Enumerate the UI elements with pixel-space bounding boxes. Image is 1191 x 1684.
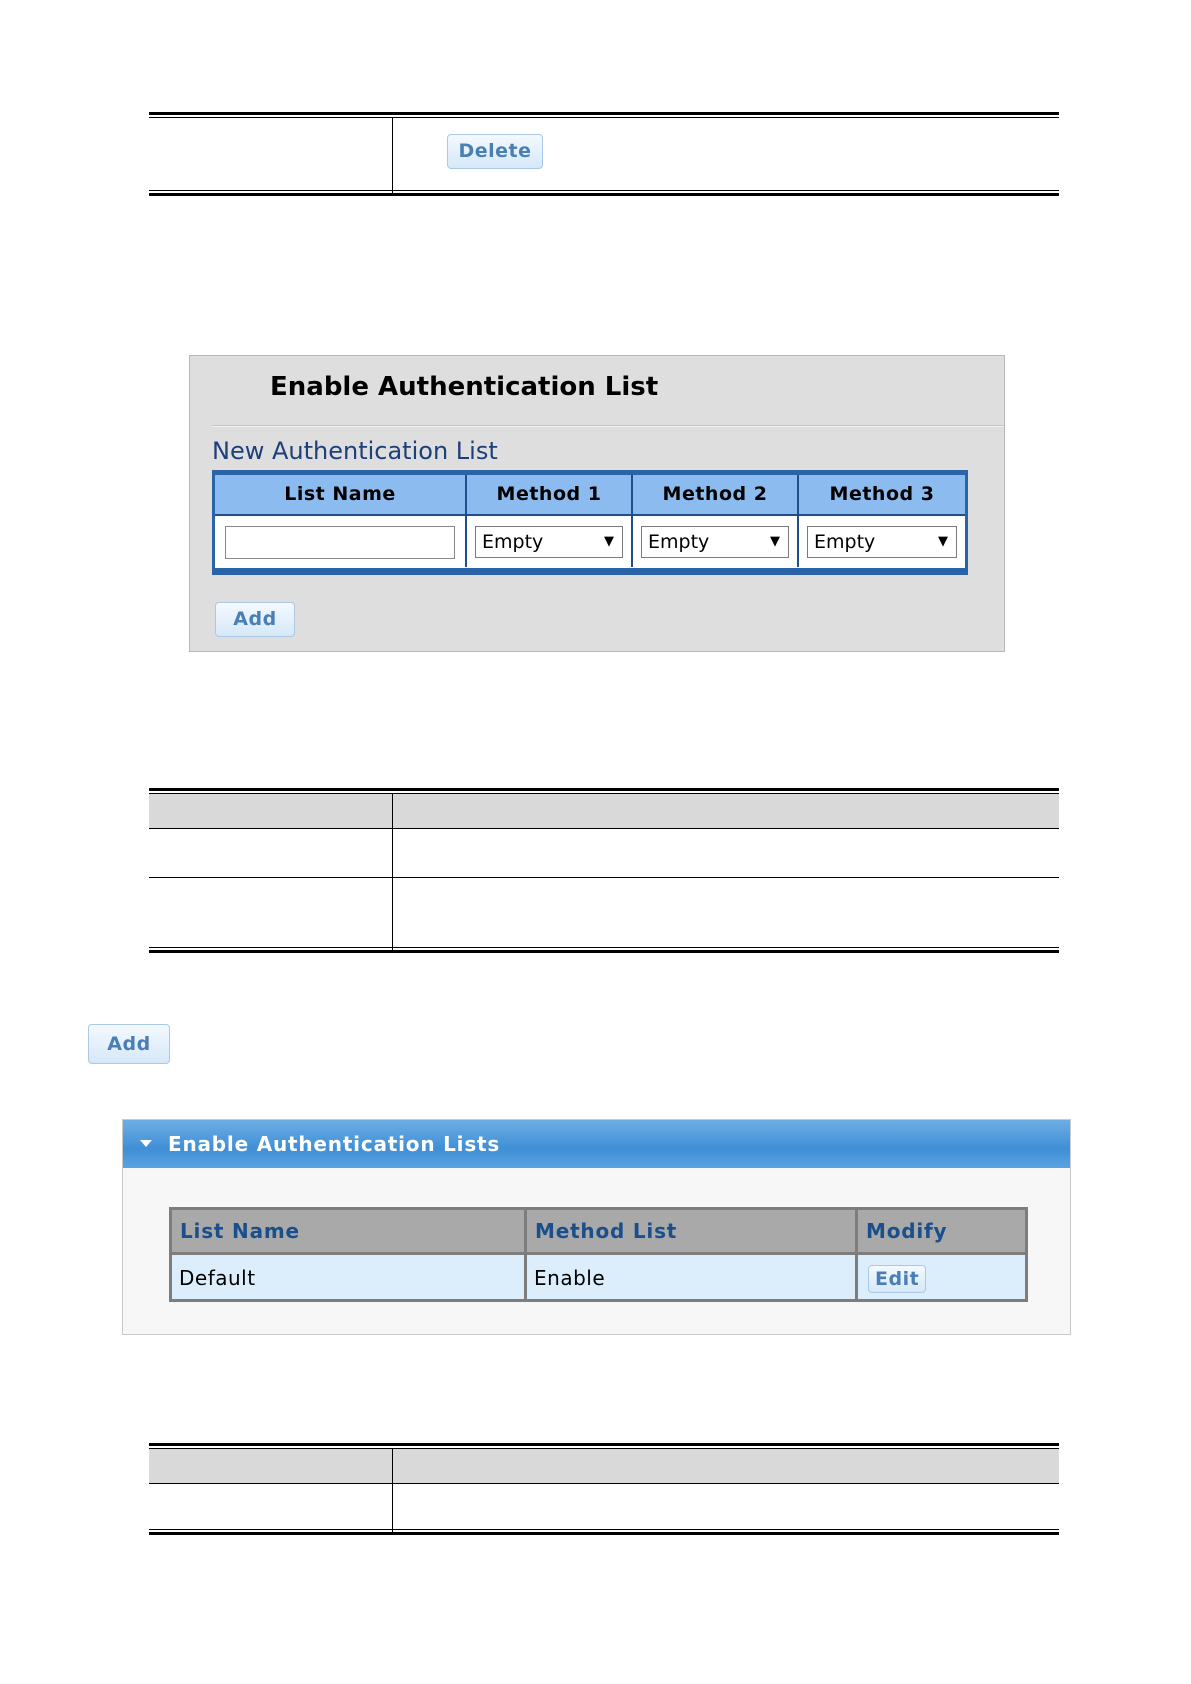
- table-row-method-list: Enable: [527, 1252, 858, 1299]
- cell-method-1: [467, 514, 633, 567]
- col-header-list-name: List Name: [172, 1210, 527, 1252]
- panel-title: Enable Authentication List: [270, 372, 659, 402]
- method-1-value: Empty: [482, 531, 544, 553]
- bottom-table-bottom-rule: [149, 1529, 1059, 1535]
- method-3-select[interactable]: [807, 526, 957, 558]
- delete-button[interactable]: Delete: [447, 134, 543, 169]
- edit-button[interactable]: Edit: [868, 1265, 926, 1293]
- cell-list-name: [215, 514, 467, 567]
- top-table-bottom-rule: [149, 190, 1059, 196]
- top-table-top-rule: [149, 112, 1059, 118]
- method-2-value: Empty: [648, 531, 710, 553]
- panel-header[interactable]: [123, 1120, 1070, 1168]
- table-row-list-name: Default: [172, 1252, 527, 1299]
- panel-separator: [212, 425, 1004, 427]
- dropdown-arrow-icon: ▼: [770, 534, 780, 549]
- col-header-method-3: Method 3: [799, 475, 965, 514]
- top-table-divider: [392, 118, 393, 194]
- mid-table-header-rule: [149, 828, 1059, 829]
- method-1-select[interactable]: [475, 526, 623, 558]
- col-header-method-1: Method 1: [467, 475, 633, 514]
- bottom-table-header: [149, 1449, 1059, 1483]
- cell-method-2: [633, 514, 799, 567]
- cell-method-3: [799, 514, 965, 567]
- add-button[interactable]: Add: [88, 1024, 170, 1064]
- mid-table-header: [149, 794, 1059, 828]
- table-row-modify: [858, 1252, 1025, 1299]
- dropdown-arrow-icon: ▼: [604, 534, 614, 549]
- mid-table-row-rule: [149, 877, 1059, 878]
- col-header-modify: Modify: [858, 1210, 1025, 1252]
- method-2-select[interactable]: [641, 526, 789, 558]
- col-header-list-name: List Name: [215, 475, 467, 514]
- panel-subtitle: New Authentication List: [212, 437, 498, 465]
- collapse-triangle-icon[interactable]: [140, 1140, 152, 1147]
- col-header-method-list: Method List: [527, 1210, 858, 1252]
- new-auth-list-table: [212, 470, 968, 575]
- panel-add-button[interactable]: Add: [215, 602, 295, 637]
- bottom-table-divider: [392, 1449, 393, 1532]
- auth-lists-panel: [122, 1119, 1071, 1335]
- panel-header-title: Enable Authentication Lists: [168, 1132, 501, 1156]
- list-name-input[interactable]: [225, 526, 455, 559]
- auth-lists-table: [169, 1207, 1028, 1302]
- bottom-table-header-rule: [149, 1483, 1059, 1484]
- mid-table-divider: [392, 794, 393, 950]
- dropdown-arrow-icon: ▼: [938, 534, 948, 549]
- new-auth-list-panel: [189, 355, 1005, 652]
- col-header-method-2: Method 2: [633, 475, 799, 514]
- mid-table-bottom-rule: [149, 947, 1059, 953]
- method-3-value: Empty: [814, 531, 876, 553]
